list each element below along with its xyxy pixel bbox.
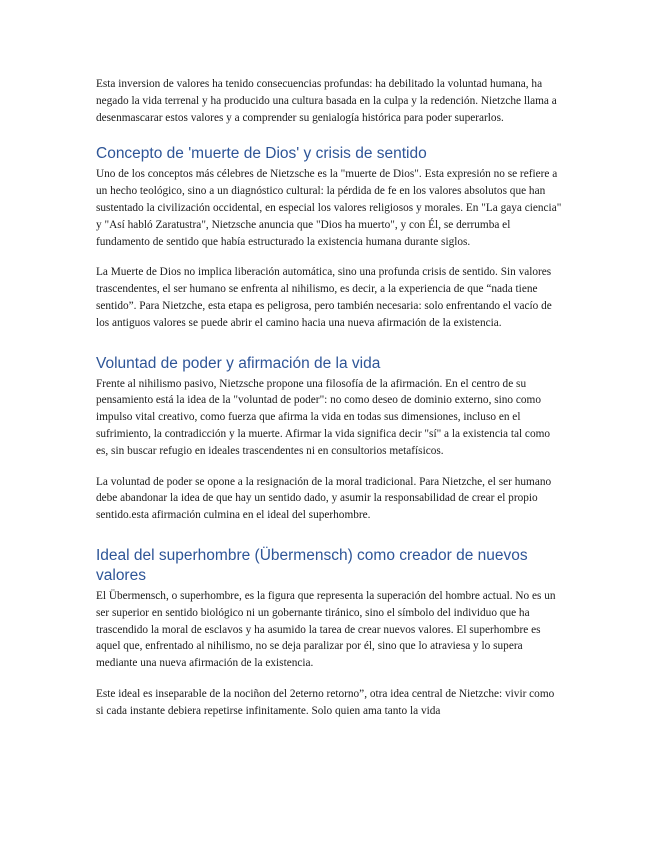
section-heading-muerte-de-dios: Concepto de 'muerte de Dios' y crisis de sentido <box>96 145 427 163</box>
paragraph: La voluntad de poder se opone a la resignación de la moral tradicional. Para Nietzche, el ser humano debe abandonar la idea de que hay un sentido dado, y asumir la responsabilidad de crear el propio sentido.esta afirmación culmina en el ideal del superhombre. <box>96 475 552 522</box>
document-body <box>96 76 562 734</box>
paragraph: Este ideal es inseparable de la nociñon del 2eterno retorno”, otra idea central de Nietzche: vivir como si cada instante debiera repetirse infinitamente. Solo quien ama tanto la vida <box>96 687 555 717</box>
paragraph: Uno de los conceptos más célebres de Nietzsche es la "muerte de Dios". Esta expresión no se refiere a un hecho teológico, sino a un diagnóstico cultural: la pérdida de fe en los valores absolutos que han sustentado la civilización occidental, en especial los valores religiosos y morales. En "La gaya ciencia" y "Así habló Zaratustra", Nietzsche anuncia que "Dios ha muerto", y con Él, se derrumba el fundamento de sentido que había estructurado la existencia humana durante siglos. <box>96 168 562 248</box>
intro-paragraph: Esta inversion de valores ha tenido consecuencias profundas: ha debilitado la voluntad humana, ha negado la vida terrenal y ha producido una cultura basada en la culpa y la redención. Nietzche llama a desenmascarar estos valores y a comprender su genialogía histórica para poder superarlos. <box>96 78 557 124</box>
section-heading-voluntad-de-poder: Voluntad de poder y afirmación de la vida <box>96 354 381 372</box>
paragraph: El Übermensch, o superhombre, es la figura que representa la superación del hombre actual. No es un ser superior en sentido biológico ni un gobernante tiránico, sino el símbolo del individuo que ha trascendido la moral de esclavos y ha asumido la tarea de crear nuevos valores. El superhombre es aquel que, enfrentado al nihilismo, no se deja paralizar por él, sino que lo atraviesa y lo supera mediante una nueva afirmación de la existencia. <box>96 589 556 670</box>
paragraph: La Muerte de Dios no implica liberación automática, sino una profunda crisis de sentido. Sin valores trascendentes, el ser humano se enfrenta al nihilismo, es decir, a la experiencia de que “nada tiene sentido”. Para Nietzche, esta etapa es peligrosa, pero también necesaria: solo enfrentando el vacío de los antiguos valores se puede abrir el camino hacia una nueva afirmación de la existencia. <box>96 266 552 329</box>
paragraph: Frente al nihilismo pasivo, Nietzsche propone una filosofía de la afirmación. En el centro de su pensamiento está la idea de la "voluntad de poder": no como deseo de dominio externo, sino como impulso vital creativo, como fuerza que afirma la vida en todas sus dimensiones, incluso en el sufrimiento, la contradicción y la muerte. Afirmar la vida significa decir "sí" a la existencia tal como es, sin buscar refugio en ideales trascendentes ni en consultorios metafísicos. <box>96 377 551 457</box>
section-heading-superhombre: Ideal del superhombre (Übermensch) como creador de nuevos valores <box>96 546 528 584</box>
